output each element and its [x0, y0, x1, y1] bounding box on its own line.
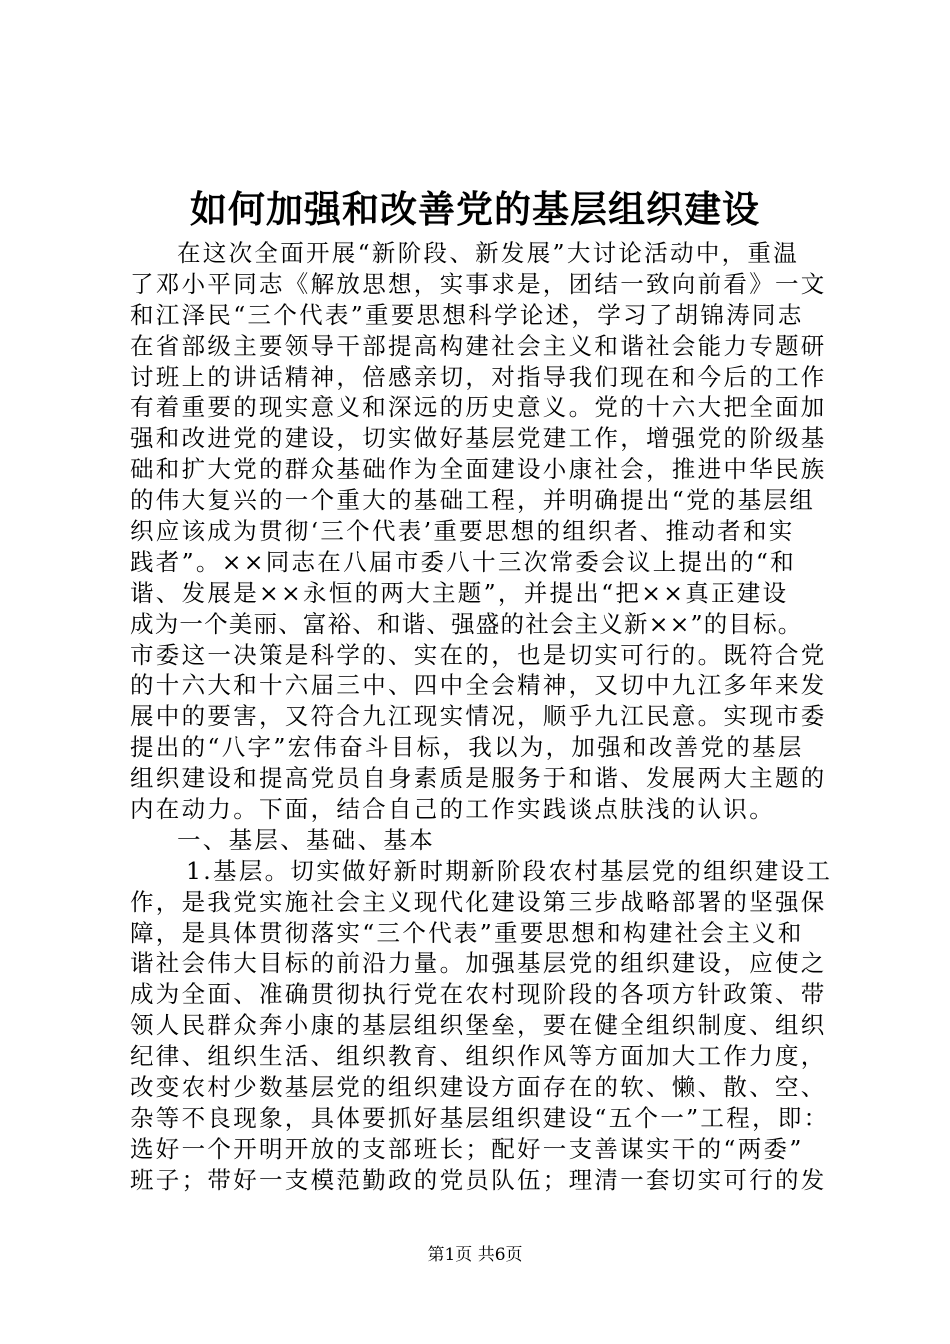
- text-line: 成为一个美丽、富裕、和谐、强盛的社会主义新××”的目标。: [130, 609, 803, 638]
- text-line: 和江泽民“三个代表”重要思想科学论述，学习了胡锦涛同志: [130, 300, 804, 329]
- section-heading: 一、基层、基础、基本: [177, 825, 435, 854]
- text-line: 内在动力。下面，结合自己的工作实践谈点肤浅的认识。: [130, 795, 775, 824]
- text-line: 的伟大复兴的一个重大的基础工程，并明确提出“党的基层组: [130, 486, 816, 515]
- text-line: 展中的要害，又符合九江现实情况，顺乎九江民意。实现市委: [130, 702, 827, 731]
- text-line: 了邓小平同志《解放思想，实事求是，团结一致向前看》一文: [130, 269, 827, 298]
- page-footer: 第1页 共6页: [427, 1245, 523, 1265]
- text-line: 在省部级主要领导干部提高构建社会主义和谐社会能力专题研: [130, 331, 827, 360]
- text-line: 1.基层。切实做好新时期新阶段农村基层党的组织建设工: [186, 856, 833, 885]
- text-line: 践者”。××同志在八届市委八十三次常委会议上提出的“和: [130, 547, 797, 576]
- text-line: 的十六大和十六届三中、四中全会精神，又切中九江多年来发: [130, 671, 827, 700]
- text-line: 础和扩大党的群众基础作为全面建设小康社会，推进中华民族: [130, 455, 827, 484]
- text-line: 纪律、组织生活、组织教育、组织作风等方面加大工作力度，: [130, 1042, 827, 1071]
- text-line: 改变农村少数基层党的组织建设方面存在的软、懒、散、空、: [130, 1073, 827, 1102]
- text-line: 谐社会伟大目标的前沿力量。加强基层党的组织建设，应使之: [130, 949, 827, 978]
- text-line: 织应该成为贯彻‘三个代表’重要思想的组织者、推动者和实: [130, 517, 795, 546]
- text-line: 强和改进党的建设，切实做好基层党建工作，增强党的阶级基: [130, 424, 827, 453]
- text-line: 谐、发展是××永恒的两大主题”，并提出“把××真正建设: [130, 578, 789, 607]
- text-line: 组织建设和提高党员自身素质是服务于和谐、发展两大主题的: [130, 764, 827, 793]
- text-line: 杂等不良现象，具体要抓好基层组织建设“五个一”工程，即：: [130, 1103, 830, 1132]
- text-line: 作，是我党实施社会主义现代化建设第三步战略部署的坚强保: [130, 887, 827, 916]
- text-line: 提出的“八字”宏伟奋斗目标，我以为，加强和改善党的基层: [130, 733, 804, 762]
- document-title: 如何加强和改善党的基层组织建设: [190, 187, 760, 231]
- text-line: 选好一个开明开放的支部班长；配好一支善谋实干的“两委”: [130, 1134, 804, 1163]
- document-body: [130, 238, 833, 1196]
- text-line: 领人民群众奔小康的基层组织堡垒，要在健全组织制度、组织: [130, 1011, 827, 1040]
- text-line: 障，是具体贯彻落实“三个代表”重要思想和构建社会主义和: [130, 918, 804, 947]
- text-line: 市委这一决策是科学的、实在的，也是切实可行的。既符合党: [130, 640, 827, 669]
- text-line: 成为全面、准确贯彻执行党在农村现阶段的各项方针政策、带: [130, 980, 827, 1009]
- text-line: 讨班上的讲话精神，倍感亲切，对指导我们现在和今后的工作: [130, 362, 827, 391]
- text-line: 有着重要的现实意义和深远的历史意义。党的十六大把全面加: [130, 393, 827, 422]
- text-line: 班子；带好一支模范勤政的党员队伍；理清一套切实可行的发: [130, 1165, 827, 1194]
- text-line: 在这次全面开展“新阶段、新发展”大讨论活动中，重温: [177, 239, 800, 267]
